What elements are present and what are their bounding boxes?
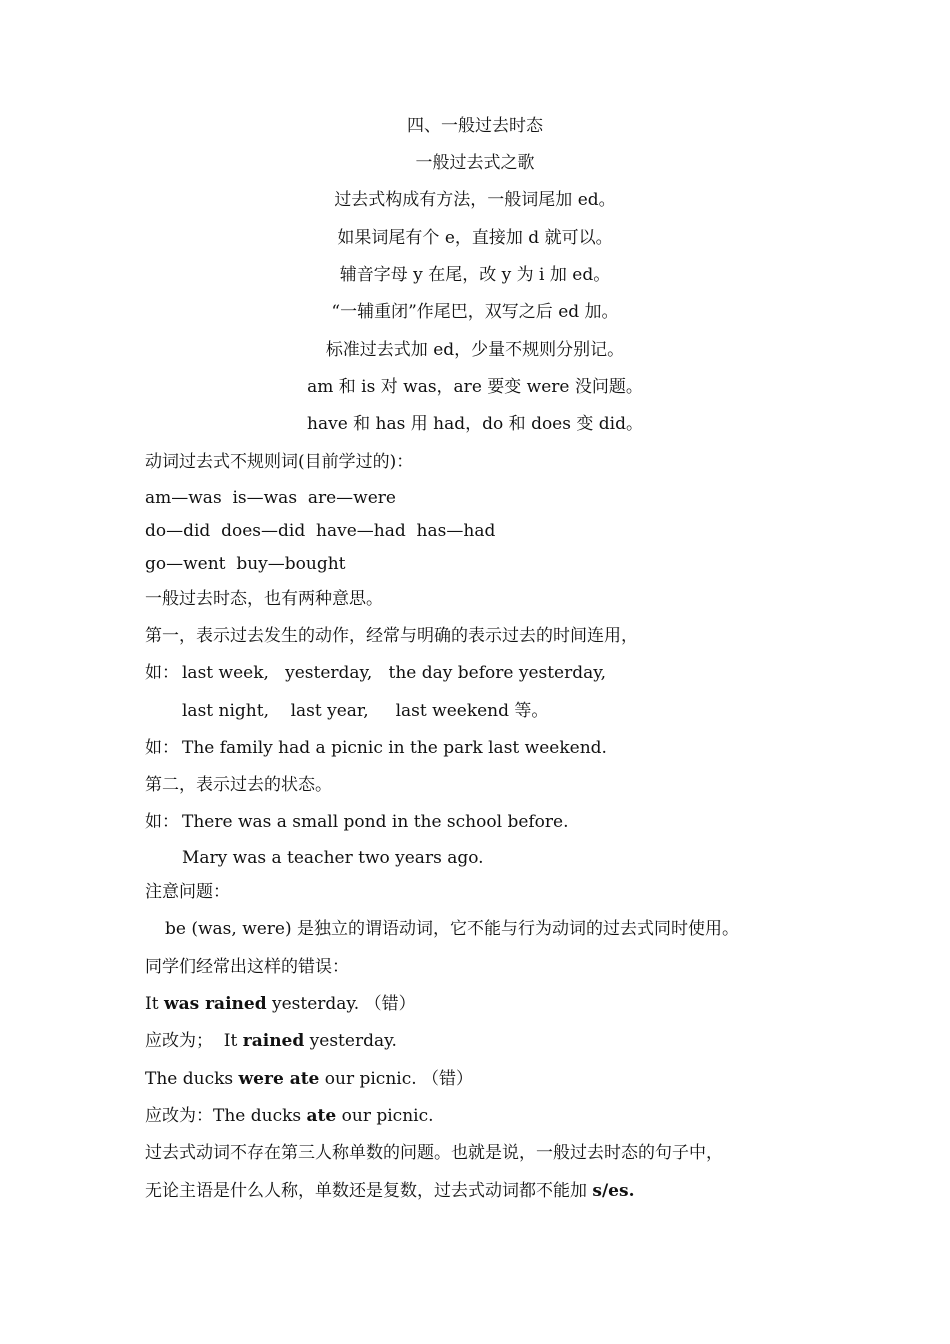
- example-time-words: last night, last year, last weekend 等。: [182, 701, 549, 721]
- meaning-second: 第二，表示过去的状态。: [145, 775, 332, 795]
- irregular-row: go—went buy—bought: [145, 554, 346, 574]
- example-label: 如：: [145, 738, 179, 758]
- song-title: 一般过去式之歌: [415, 153, 535, 173]
- example-sentence: Mary was a teacher two years ago.: [182, 848, 484, 868]
- wrong-example: The ducks were ate our picnic. （错）: [145, 1069, 474, 1089]
- corrected-example: 应改为； It rained yesterday.: [145, 1031, 397, 1051]
- song-line: 如果词尾有个 e，直接加 d 就可以。: [337, 228, 613, 248]
- notes-rule: be (was, were) 是独立的谓语动词，它不能与行为动词的过去式同时使用。: [165, 919, 740, 939]
- song-line: have 和 has 用 had，do 和 does 变 did。: [307, 414, 643, 434]
- example-label: 如：: [145, 663, 179, 683]
- section-title: 四、一般过去时态: [407, 116, 543, 136]
- corrected-example: 应改为：The ducks ate our picnic.: [145, 1106, 434, 1126]
- irregular-heading: 动词过去式不规则词(目前学过的)：: [145, 452, 414, 472]
- example-time-words: last week, yesterday, the day before yesterday,: [182, 663, 607, 683]
- final-note: 过去式动词不存在第三人称单数的问题。也就是说，一般过去时态的句子中，: [145, 1143, 723, 1163]
- irregular-row: do—did does—did have—had has—had: [145, 521, 496, 541]
- song-line: 标准过去式加 ed，少量不规则分别记。: [325, 340, 625, 360]
- song-line: 过去式构成有方法，一般词尾加 ed。: [334, 190, 616, 210]
- notes-heading: 注意问题：: [145, 882, 230, 902]
- song-line: “一辅重闭”作尾巴，双写之后 ed 加。: [331, 302, 619, 322]
- song-line: am 和 is 对 was，are 要变 were 没问题。: [307, 377, 643, 397]
- example-sentence: There was a small pond in the school before.: [182, 812, 569, 832]
- song-line: 辅音字母 y 在尾，改 y 为 i 加 ed。: [339, 265, 611, 285]
- errors-intro: 同学们经常出这样的错误：: [145, 957, 349, 977]
- meanings-intro: 一般过去时态，也有两种意思。: [145, 589, 383, 609]
- wrong-example: It was rained yesterday. （错）: [145, 994, 416, 1014]
- example-sentence: The family had a picnic in the park last weekend.: [182, 738, 607, 758]
- final-note: 无论主语是什么人称，单数还是复数，过去式动词都不能加 s/es.: [145, 1181, 635, 1201]
- example-label: 如：: [145, 812, 179, 832]
- irregular-row: am—was is—was are—were: [145, 488, 396, 508]
- meaning-first: 第一，表示过去发生的动作，经常与明确的表示过去的时间连用，: [145, 626, 638, 646]
